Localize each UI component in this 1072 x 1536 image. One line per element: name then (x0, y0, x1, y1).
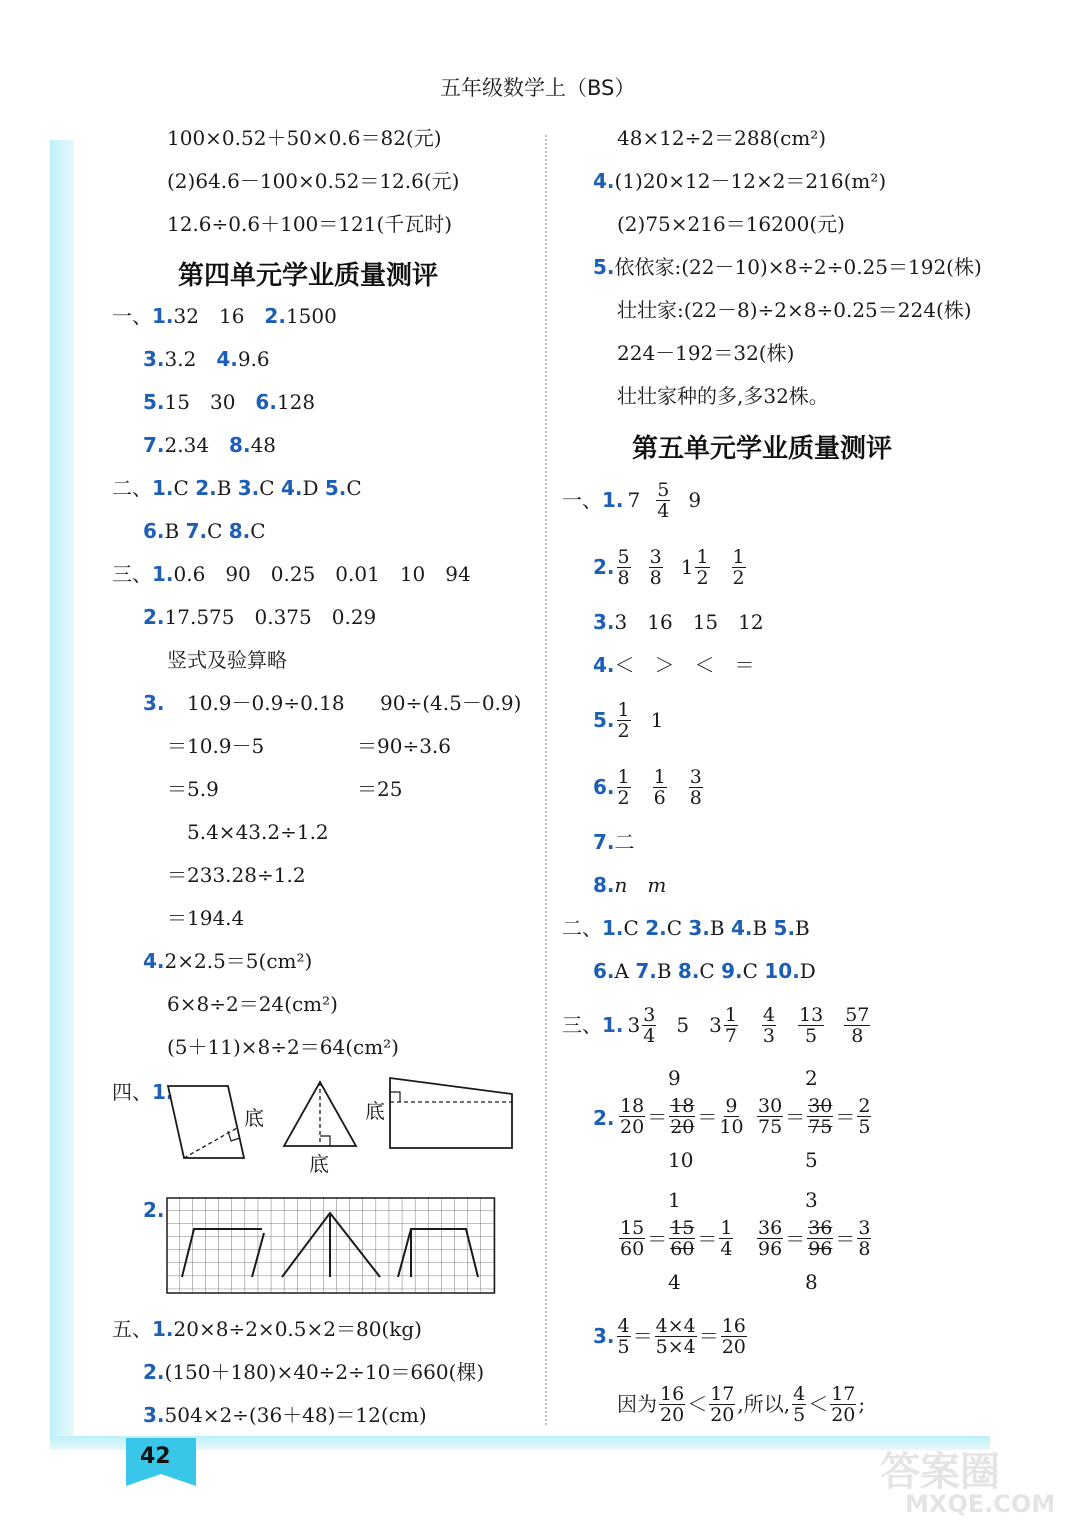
calc-c-3: ＝194.4 (167, 906, 245, 930)
unit5-title: 第五单元学业质量测评 (632, 434, 893, 464)
l-s3-q1: 三、1.0.6 90 0.25 0.01 10 94 (112, 562, 471, 586)
r-s1-q5: 5. 1 2 1 (593, 698, 664, 742)
r-s3-q3: 3. 4 5 ＝ 4×4 5×4 ＝ 16 20 (593, 1314, 746, 1358)
l-s5-q1: 五、1.20×8÷2×0.5×2＝80(kg) (112, 1317, 422, 1341)
cancel-down: 8 (805, 1270, 818, 1294)
grid-diagram (166, 1197, 498, 1295)
l-s4-q2-number: 2. (143, 1198, 165, 1222)
triangle-figure (284, 1082, 356, 1146)
r-top-line: 48×12÷2＝288(cm²) (617, 126, 827, 150)
simplify-2a: 15 60 ＝ 15 60 ＝ 1 4 (620, 1217, 733, 1260)
fraction: 3 8 (689, 765, 702, 809)
cancel-down: 4 (668, 1270, 681, 1294)
l-s3-q2: 2.17.575 0.375 0.29 (143, 605, 377, 629)
calc-a-2: ＝10.9－5 (167, 734, 265, 758)
cancel-up: 1 (668, 1188, 681, 1212)
l-s3-q4-line1: 4.2×2.5＝5(cm²) (143, 949, 313, 973)
fraction: 57 8 (845, 1003, 870, 1047)
l-s3-q3-number: 3. (143, 691, 165, 715)
r-s1-q7: 7.二 (593, 830, 635, 854)
left-margin-band (50, 140, 74, 1450)
calc-b-3: ＝25 (357, 777, 403, 801)
unit4-title: 第四单元学业质量测评 (178, 261, 439, 291)
calc-b-1: 90÷(4.5－0.9) (380, 691, 522, 715)
calc-b-2: ＝90÷3.6 (357, 734, 452, 758)
l-s3-note: 竖式及验算略 (167, 648, 287, 672)
r-q4-line1: 4.(1)20×12－12×2＝216(m²) (593, 169, 887, 193)
l-s4-q1: 四、1. (112, 1080, 174, 1104)
calc-c-2: ＝233.28÷1.2 (167, 863, 306, 887)
cancel-up: 2 (805, 1066, 818, 1090)
l-s5-q3: 3.504×2÷(36＋48)＝12(cm) (143, 1403, 427, 1427)
fraction: 1 2 (617, 765, 630, 809)
l-s2-line1: 二、1.C 2.B 3.C 4.D 5.C (112, 476, 362, 500)
fraction: 1 2 (732, 545, 745, 589)
watermark-logo: 答案圈 (880, 1449, 1000, 1495)
l-s1-line4: 7.2.34 8.48 (143, 433, 277, 457)
r-q5-line1: 5.依依家:(22－10)×8÷2÷0.25＝192(株) (593, 255, 982, 279)
calc-a-3: ＝5.9 (167, 777, 219, 801)
fraction: 1 2 (617, 698, 630, 742)
left-line-2: (2)64.6－100×0.52＝12.6(元) (167, 169, 460, 193)
simplify-1b: 30 75 ＝ 30 75 ＝ 2 5 (758, 1095, 871, 1138)
l-s1-line1: 一、1.32 16 2.1500 (112, 304, 337, 328)
r-s3-conclusion: 因为 16 20 ＜ 17 20 ,所以, 4 5 ＜ 17 20 ; (617, 1382, 866, 1426)
cancel-down: 5 (805, 1148, 818, 1172)
fraction: 1 6 (653, 765, 666, 809)
l-s5-q2: 2.(150＋180)×40÷2÷10＝660(棵) (143, 1360, 485, 1384)
l-s2-line2: 6.B 7.C 8.C (143, 519, 266, 543)
trapezoid-figure (390, 1078, 512, 1148)
base-label-1: 底 (244, 1106, 264, 1130)
r-s1-q8: 8.n m (593, 873, 667, 897)
fraction: 3 4 (643, 1003, 656, 1047)
simplify-row-1 (617, 1066, 917, 1176)
cancel-down: 10 (668, 1148, 694, 1172)
cancel-up: 9 (668, 1066, 681, 1090)
r-q5-line2: 壮壮家:(22－8)÷2×8÷0.25＝224(株) (617, 298, 972, 322)
r-s1-q6: 6. 1 2 1 6 3 8 (593, 765, 702, 809)
left-line-1: 100×0.52＋50×0.6＝82(元) (167, 126, 442, 150)
r-q5-line3: 224－192＝32(株) (617, 341, 795, 365)
fraction: 5 4 (657, 478, 670, 522)
fraction: 13 5 (799, 1003, 824, 1047)
fraction: 4 3 (762, 1003, 775, 1047)
l-s3-q4-line3: (5＋11)×8÷2＝64(cm²) (167, 1035, 399, 1059)
base-label-2: 底 (309, 1152, 329, 1176)
l-s1-line2: 3.3.2 4.9.6 (143, 347, 270, 371)
running-header: 五年级数学上（BS） (440, 76, 636, 100)
r-s3-q2-number: 2. (593, 1106, 615, 1130)
calc-c-1: 5.4×43.2÷1.2 (187, 820, 329, 844)
parallelogram-figure (168, 1086, 244, 1158)
height-diagrams (160, 1072, 530, 1182)
base-label-3: 底 (365, 1099, 385, 1123)
watermark-url: MXQE.COM (905, 1490, 1056, 1518)
r-q4-line2: (2)75×216＝16200(元) (617, 212, 845, 236)
fraction: 1 7 (724, 1003, 737, 1047)
r-s1-q4: 4.＜ ＞ ＜ ＝ (593, 653, 755, 677)
r-s3-q1: 三、 1. 3 3 4 5 3 1 7 4 3 13 5 57 8 (562, 1003, 870, 1047)
r-s2-line2: 6.A 7.B 8.C 9.C 10.D (593, 959, 816, 983)
simplify-row-2 (617, 1188, 917, 1298)
column-divider (545, 135, 547, 1425)
simplify-2b: 36 96 ＝ 36 96 ＝ 3 8 (758, 1217, 871, 1260)
fraction: 3 8 (649, 545, 662, 589)
cancel-up: 3 (805, 1188, 818, 1212)
l-s1-line3: 5.15 30 6.128 (143, 390, 316, 414)
fraction: 5 8 (617, 545, 630, 589)
simplify-1a: 18 20 ＝ 18 20 ＝ 9 10 (620, 1095, 744, 1138)
r-s1-q3: 3.3 16 15 12 (593, 610, 764, 634)
left-line-3: 12.6÷0.6＋100＝121(千瓦时) (167, 212, 453, 236)
r-s2-line1: 二、1.C 2.C 3.B 4.B 5.B (562, 916, 810, 940)
fraction: 1 2 (696, 545, 709, 589)
l-s3-q4-line2: 6×8÷2＝24(cm²) (167, 992, 338, 1016)
page-number: 42 (140, 1444, 171, 1469)
calc-a-1: 10.9－0.9÷0.18 (187, 691, 345, 715)
r-q5-line4: 壮壮家种的多,多32株。 (617, 384, 829, 408)
r-s1-q2: 2. 5 8 3 8 1 1 2 1 2 (593, 545, 745, 589)
r-s1-q1: 一、 1. 7 5 4 9 (562, 478, 702, 522)
